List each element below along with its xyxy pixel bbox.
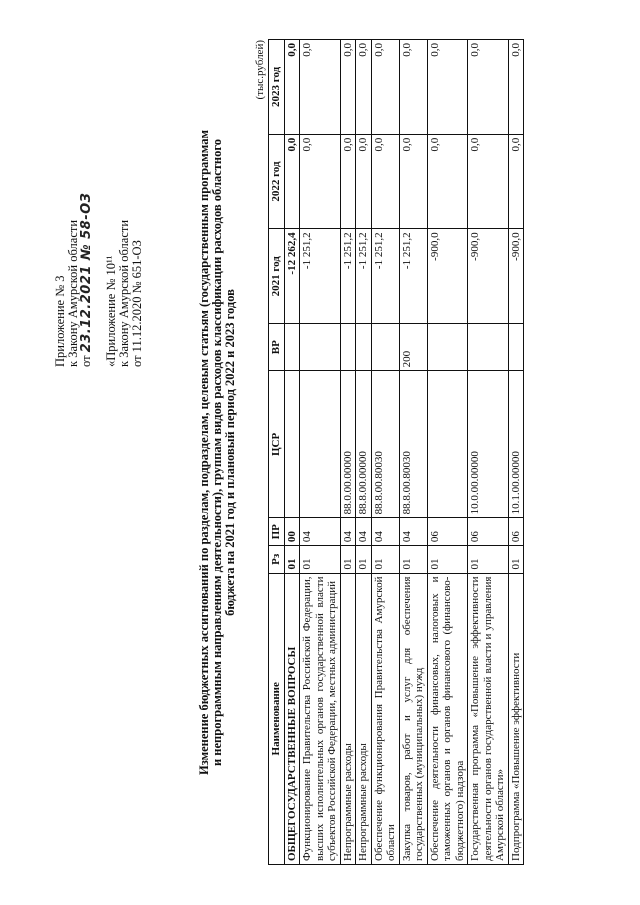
cell-pr: 04 [399, 518, 427, 546]
cell-rz: 01 [371, 546, 399, 573]
cell-2023: 0,0 [356, 40, 372, 135]
cell-name: Подпрограмма «Повышение эффективности [508, 573, 524, 864]
table-row [468, 40, 509, 865]
cell-name: Обеспечение деятельности финансовых, налоговых и таможенных органов и органов финансового (финансово-бюджетного) надзора [427, 573, 468, 864]
table-row [399, 40, 427, 865]
cell-rz: 01 [508, 546, 524, 573]
cell-csr: 88.0.00.00000 [340, 371, 356, 518]
cell-csr: 10.0.00.00000 [468, 371, 509, 518]
title-line: Изменение бюджетных ассигнований по разделам, подразделам, целевым статьям (государственным программам [197, 130, 211, 775]
cell-2023: 0,0 [371, 40, 399, 135]
title-line: бюджета на 2021 год и плановый период 2022 и 2023 годов [223, 289, 237, 616]
appendix-number: Приложение № 3 [53, 275, 67, 367]
handwritten-date-number: 23.12.2021 № 58-ОЗ [79, 192, 94, 353]
amended-law-date: от 11.12.2020 № 651-ОЗ [130, 240, 144, 367]
header-2022: 2022 год [269, 134, 285, 229]
cell-name: ОБЩЕГОСУДАРСТВЕННЫЕ ВОПРОСЫ [284, 573, 300, 864]
table-header-row [269, 40, 285, 865]
cell-pr: 06 [508, 518, 524, 546]
table-row [427, 40, 468, 865]
law-date-prefix: от [79, 355, 93, 367]
cell-csr: 88.8.00.80030 [399, 371, 427, 518]
cell-2023: 0,0 [284, 40, 300, 135]
cell-name: Непрограммные расходы [356, 573, 372, 864]
cell-2021: -1 251,2 [340, 229, 356, 324]
table-row [300, 40, 341, 865]
cell-2023: 0,0 [399, 40, 427, 135]
cell-vr [300, 324, 341, 371]
cell-pr: 06 [427, 518, 468, 546]
amended-law-reference: к Закону Амурской области [117, 219, 131, 367]
cell-2022: 0,0 [356, 134, 372, 229]
title-line: и непрограммным направлениям деятельности), группам видов расходов классификации расходов областного [210, 138, 224, 767]
header-2023: 2023 год [269, 40, 285, 135]
header-csr: ЦСР [269, 371, 285, 518]
law-reference: к Закону Амурской области [66, 219, 80, 367]
cell-pr: 00 [284, 518, 300, 546]
cell-2023: 0,0 [508, 40, 524, 135]
cell-2021: -1 251,2 [300, 229, 341, 324]
table-row [371, 40, 399, 865]
header-2021: 2021 год [269, 229, 285, 324]
cell-pr: 06 [468, 518, 509, 546]
document-title [198, 25, 237, 880]
cell-pr: 04 [356, 518, 372, 546]
cell-pr: 04 [340, 518, 356, 546]
cell-2021: -900,0 [468, 229, 509, 324]
cell-2022: 0,0 [371, 134, 399, 229]
cell-vr: 200 [399, 324, 427, 371]
table-row [356, 40, 372, 865]
cell-2022: 0,0 [284, 134, 300, 229]
cell-pr: 04 [300, 518, 341, 546]
cell-2023: 0,0 [468, 40, 509, 135]
header-pr: ПР [269, 518, 285, 546]
approval-block [54, 193, 144, 367]
cell-2022: 0,0 [340, 134, 356, 229]
cell-rz: 01 [340, 546, 356, 573]
cell-name: Функционирование Правительства Российской Федерации, высших исполнительных органов государственной власти субъектов Российской Федерации, местных администраций [300, 573, 341, 864]
cell-2022: 0,0 [300, 134, 341, 229]
cell-2021: -12 262,4 [284, 229, 300, 324]
cell-rz: 01 [300, 546, 341, 573]
cell-csr [427, 371, 468, 518]
cell-rz: 01 [468, 546, 509, 573]
cell-rz: 01 [427, 546, 468, 573]
cell-2022: 0,0 [427, 134, 468, 229]
cell-2021: -1 251,2 [371, 229, 399, 324]
cell-2022: 0,0 [399, 134, 427, 229]
cell-2023: 0,0 [340, 40, 356, 135]
cell-vr [468, 324, 509, 371]
cell-csr [300, 371, 341, 518]
cell-csr: 88.8.00.00000 [356, 371, 372, 518]
cell-rz: 01 [356, 546, 372, 573]
header-rz: Рз [269, 546, 285, 573]
budget-table [268, 39, 524, 865]
cell-name: Обеспечение функционирования Правительства Амурской области [371, 573, 399, 864]
cell-2023: 0,0 [300, 40, 341, 135]
law-date-line [80, 193, 93, 367]
cell-2023: 0,0 [427, 40, 468, 135]
table-row [340, 40, 356, 865]
cell-2021: -900,0 [508, 229, 524, 324]
cell-2021: -900,0 [427, 229, 468, 324]
cell-pr: 04 [371, 518, 399, 546]
cell-name: Закупка товаров, работ и услуг для обеспечения государственных (муниципальных) нужд [399, 573, 427, 864]
cell-name: Непрограммные расходы [340, 573, 356, 864]
cell-2021: -1 251,2 [356, 229, 372, 324]
cell-csr [284, 371, 300, 518]
cell-2022: 0,0 [468, 134, 509, 229]
table-row [508, 40, 524, 865]
cell-vr [284, 324, 300, 371]
cell-vr [371, 324, 399, 371]
cell-csr: 88.8.00.80030 [371, 371, 399, 518]
header-name: Наименование [269, 573, 285, 864]
cell-csr: 10.1.00.00000 [508, 371, 524, 518]
cell-2022: 0,0 [508, 134, 524, 229]
cell-vr [427, 324, 468, 371]
units-label: (тыс.рублей) [254, 40, 266, 100]
cell-vr [356, 324, 372, 371]
header-vr: ВР [269, 324, 285, 371]
cell-rz: 01 [399, 546, 427, 573]
cell-vr [508, 324, 524, 371]
table-row [284, 40, 300, 865]
amended-appendix-number: «Приложение № 10¹¹ [104, 255, 118, 367]
cell-name: Государственная программа «Повышение эффективности деятельности органов государственной власти и управления Амурской области» [468, 573, 509, 864]
cell-2021: -1 251,2 [399, 229, 427, 324]
cell-vr [340, 324, 356, 371]
cell-rz: 01 [284, 546, 300, 573]
